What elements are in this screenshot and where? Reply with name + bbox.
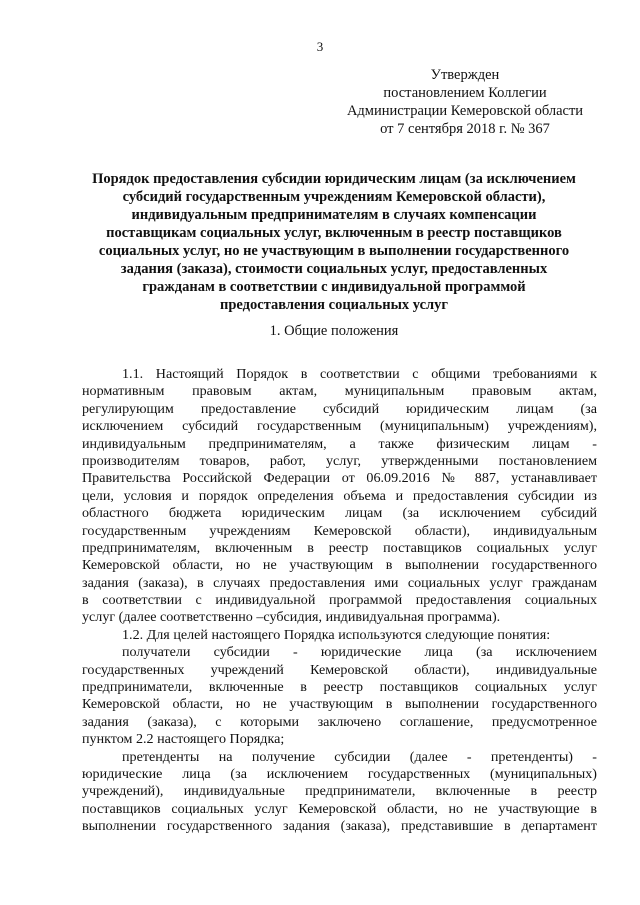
body-line: Кемеровской области, но не участвующим в выполнении государственного xyxy=(82,557,597,574)
title-line: Порядок предоставления субсидии юридическим лицам (за исключением xyxy=(92,171,576,187)
title-line: субсидий государственным учреждениям Кемеровской области), xyxy=(122,189,546,205)
approval-line: Администрации Кемеровской области xyxy=(346,103,584,119)
title-line: гражданам в соответствии с индивидуальной программой xyxy=(142,279,526,295)
document-title xyxy=(80,170,588,314)
title-line: социальных услуг, но не участвующим в выполнении государственного xyxy=(98,243,570,259)
body-line: выполнении государственного задания (заказа), представившие в департамент xyxy=(82,818,597,835)
body-line: индивидуальным предпринимателям, а также физическим лицам - xyxy=(82,435,597,452)
body-line: Кемеровской области, но не участвующим в выполнении государственного xyxy=(82,696,597,713)
title-line: поставщикам социальных услуг, включенным в реестр поставщиков xyxy=(106,225,562,241)
approval-block xyxy=(340,66,590,138)
body-line: задания (заказа), в случаях предоставления ими социальных услуг гражданам xyxy=(82,574,597,591)
body-line: поставщиков социальных услуг Кемеровской области, но не участвующие в xyxy=(82,800,597,817)
section-heading: 1. Общие положения xyxy=(269,323,399,339)
body-line: государственным учреждениям Кемеровской области), индивидуальным xyxy=(82,522,597,539)
body-line: 1.2. Для целей настоящего Порядка используются следующие понятия: xyxy=(122,626,551,643)
body-line: регулирующим предоставление субсидий юридическим лицам (за xyxy=(82,400,597,417)
body-line: претенденты на получение субсидии (далее - претенденты) - xyxy=(122,748,597,765)
approval-line: от 7 сентября 2018 г. № 367 xyxy=(380,121,550,137)
body-line: предпринимателям, включенным в реестр поставщиков социальных услуг xyxy=(82,539,597,556)
body-line: услуг (далее соответственно –субсидия, индивидуальная программа). xyxy=(82,609,501,626)
body-line: областного бюджета юридическим лицам (за исключением субсидий xyxy=(82,505,597,522)
body-line: учреждений), индивидуальные предприниматели, включенные в реестр xyxy=(82,783,597,800)
body-line: государственных учреждений Кемеровской области), индивидуальные xyxy=(82,661,597,678)
body-line: производителям товаров, работ, услуг, утвержденными постановлением xyxy=(82,452,597,469)
body-text xyxy=(82,366,597,836)
body-line: пунктом 2.2 настоящего Порядка; xyxy=(82,731,285,748)
approval-line: постановлением Коллегии xyxy=(383,85,547,101)
title-line: индивидуальным предпринимателям в случаях компенсации xyxy=(131,207,537,223)
page-number: 3 xyxy=(316,39,324,54)
title-line: задания (заказа), стоимости социальных услуг, предоставленных xyxy=(120,261,548,277)
body-line: 1.1. Настоящий Порядок в соответствии с общими требованиями к xyxy=(122,366,597,382)
body-line: нормативным правовым актам, муниципальным правовым актам, xyxy=(82,383,597,400)
body-line: задания (заказа), с которыми заключено соглашение, предусмотренное xyxy=(82,713,597,730)
body-line: Правительства Российской Федерации от 06.09.2016 № 887, устанавливает xyxy=(82,470,597,487)
title-line: предоставления социальных услуг xyxy=(220,297,448,313)
body-line: в соответствии с индивидуальной программой предоставления социальных xyxy=(82,592,597,609)
body-line: предприниматели, включенные в реестр поставщиков социальных услуг xyxy=(82,679,597,696)
approval-line: Утвержден xyxy=(430,67,500,83)
body-line: цели, условия и порядок определения объема и предоставления субсидии из xyxy=(82,487,597,504)
body-line: юридические лица (за исключением государственных (муниципальных) xyxy=(82,765,597,782)
body-line: исключением субсидий государственным (муниципальным) учреждениям), xyxy=(82,418,597,435)
body-line: получатели субсидии - юридические лица (за исключением xyxy=(122,644,597,661)
